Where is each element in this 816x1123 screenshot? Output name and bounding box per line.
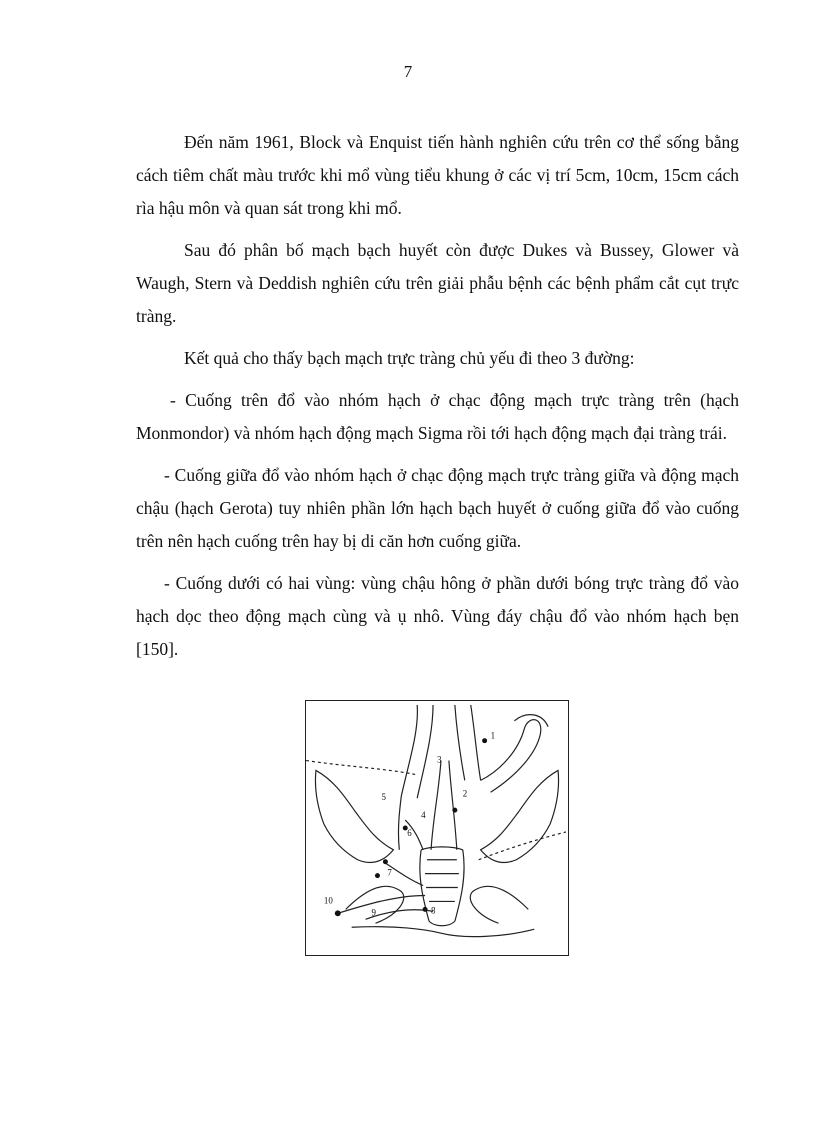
paragraph-block-enquist: Đến năm 1961, Block và Enquist tiến hành nghiên cứu trên cơ thể sống bằng cách tiêm chất màu trước khi mổ vùng tiểu khung ở các vị trí 5cm, 10cm, 15cm cách rìa hậu môn và quan sát trong khi mổ.: [136, 132, 739, 218]
rectal-lymphatics-figure: [305, 700, 569, 956]
paragraph-three-routes: Kết quả cho thấy bạch mạch trực tràng chủ yếu đi theo 3 đường:: [184, 348, 635, 368]
figure-label-4: 4: [421, 810, 426, 821]
figure-label-10: 10: [323, 895, 333, 906]
paragraph-lymph-distribution: Sau đó phân bố mạch bạch huyết còn được Dukes và Bussey, Glower và Waugh, Stern và Deddish nghiên cứu trên giải phẫu bệnh các bệnh phẩm cắt cụt trực tràng.: [136, 240, 739, 326]
figure-label-2: 2: [462, 788, 468, 799]
figure-label-9: 9: [371, 907, 376, 918]
figure-label-3: 3: [437, 754, 442, 765]
page-number: 7: [403, 62, 413, 81]
figure-label-8: 8: [431, 905, 436, 916]
figure-label-5: 5: [381, 792, 386, 803]
bullet-upper-pedicle: - Cuống trên đổ vào nhóm hạch ở chạc động mạch trực tràng trên (hạch Monmondor) và nhóm hạch động mạch Sigma rồi tới hạch động mạch đại tràng trái.: [136, 390, 739, 443]
bullet-middle-pedicle: - Cuống giữa đổ vào nhóm hạch ở chạc động mạch trực tràng giữa và động mạch chậu (hạch Gerota) tuy nhiên phần lớn hạch bạch huyết ở cuống giữa đổ vào cuống trên nên hạch cuống trên hay bị di căn hơn cuống giữa.: [136, 465, 739, 551]
figure-label-7: 7: [387, 867, 392, 878]
body-text: [136, 126, 739, 675]
bullet-lower-pedicle: - Cuống dưới có hai vùng: vùng chậu hông ở phần dưới bóng trực tràng đổ vào hạch dọc theo động mạch cùng và ụ nhô. Vùng đáy chậu đổ vào nhóm hạch bẹn [150].: [136, 573, 739, 659]
figure-label-6: 6: [407, 827, 412, 838]
figure-label-1: 1: [490, 730, 496, 741]
anatomy-illustration: [306, 701, 568, 955]
